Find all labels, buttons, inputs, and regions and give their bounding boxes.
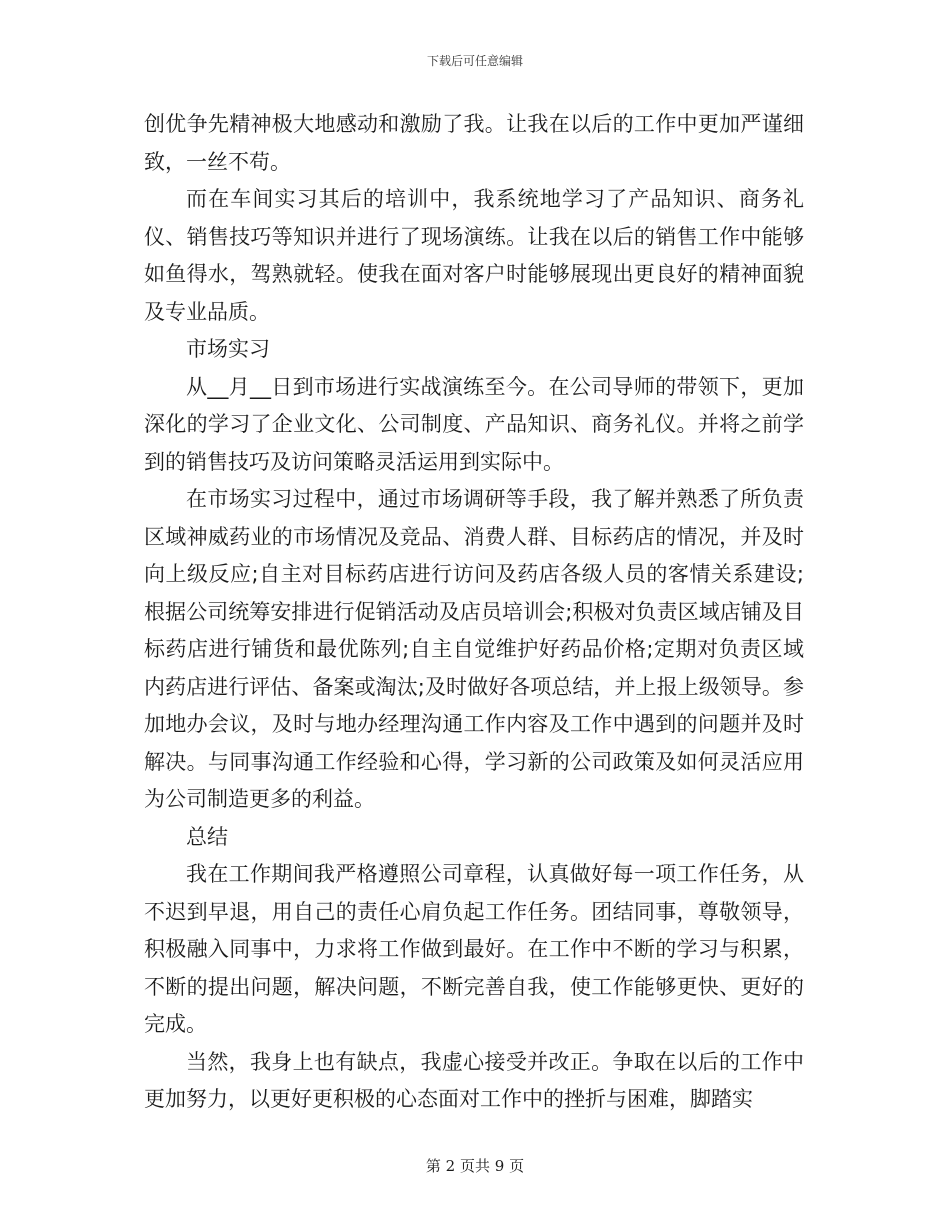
paragraph-shortcomings: 当然，我身上也有缺点，我虚心接受并改正。争取在以后的工作中更加努力，以更好更积极的心态面对工作中的挫折与困难，脚踏实 — [144, 1049, 804, 1111]
paragraph-training: 而在车间实习其后的培训中，我系统地学习了产品知识、商务礼仪、销售技巧等知识并进行了现场演练。让我在以后的销售工作中能够如鱼得水，驾熟就轻。使我在面对客户时能够展现出更良好的精神面貌及专业品质。 — [144, 187, 804, 324]
page-header: 下载后可任意编辑 — [426, 54, 523, 68]
section-heading-market-internship: 市场实习 — [186, 337, 270, 361]
paragraph-market-process: 在市场实习过程中，通过市场调研等手段，我了解并熟悉了所负责区域神威药业的市场情况及竞品、消费人群、目标药店的情况，并及时向上级反应;自主对目标药店进行访问及药店各级人员的客情关系建设;根据公司统筹安排进行促销活动及店员培训会;积极对负责区域店铺及目标药店进行铺货和最优陈列;自主自觉维护好药品价格;定期对负责区域内药店进行评估、备案或淘汰;及时做好各项总结，并上报上级领导。参加地办会议，及时与地办经理沟通工作内容及工作中遇到的问题并及时解决。与同事沟通工作经验和心得，学习新的公司政策及如何灵活应用为公司制造更多的利益。 — [144, 487, 804, 811]
section-heading-summary: 总结 — [186, 824, 228, 849]
paragraph-market-start: 从__月__日到市场进行实战演练至今。在公司导师的带领下，更加深化的学习了企业文化、公司制度、产品知识、商务礼仪。并将之前学到的销售技巧及访问策略灵活运用到实际中。 — [144, 374, 804, 474]
document-body — [144, 106, 804, 1119]
paragraph-continuation: 创优争先精神极大地感动和激励了我。让我在以后的工作中更加严谨细致，一丝不苟。 — [144, 112, 804, 174]
page-footer: 第 2 页共 9 页 — [425, 1157, 525, 1175]
paragraph-summary: 我在工作期间我严格遵照公司章程，认真做好每一项工作任务，从不迟到早退，用自己的责任心肩负起工作任务。团结同事，尊敬领导，积极融入同事中，力求将工作做到最好。在工作中不断的学习与积累，不断的提出问题，解决问题，不断完善自我，使工作能够更快、更好的完成。 — [144, 862, 804, 1036]
